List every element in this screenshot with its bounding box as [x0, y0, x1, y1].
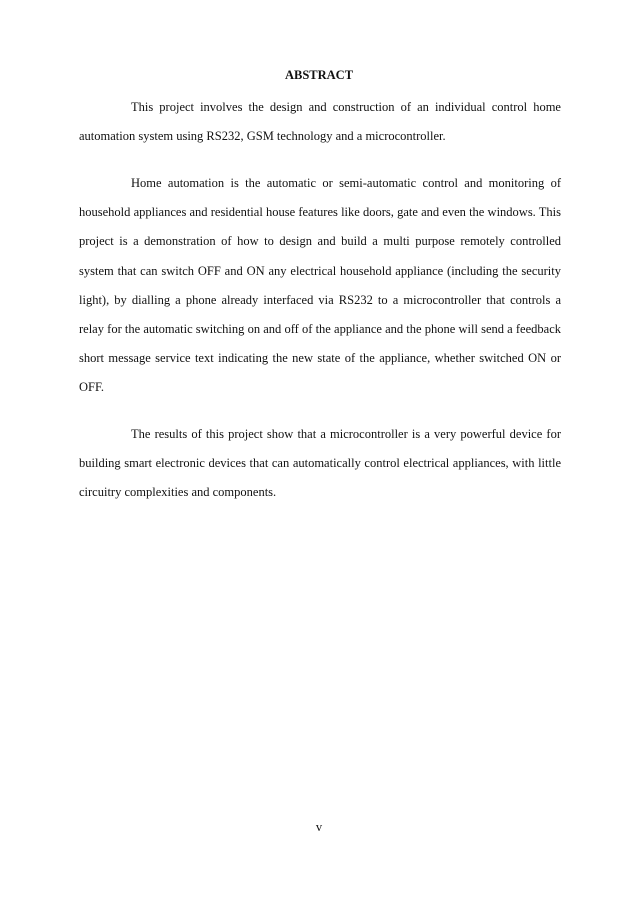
- abstract-paragraph-2: Home automation is the automatic or semi-automatic control and monitoring of household appliances and residential house features like doors, gate and even the windows. This project is a demonstration of how to design and build a multi purpose remotely controlled system that can switch OFF and ON any electrical household appliance (including the security light), by dialling a phone already interfaced via RS232 to a microcontroller that controls a relay for the automatic switching on and off of the appliance and the phone will send a feedback short message service text indicating the new state of the appliance, whether switched ON or OFF.: [79, 176, 561, 395]
- abstract-paragraph-3: The results of this project show that a microcontroller is a very powerful device for building smart electronic devices that can automatically control electrical appliances, with little circuitry complexities and components.: [79, 427, 561, 500]
- abstract-paragraph-1: This project involves the design and construction of an individual control home automation system using RS232, GSM technology and a microcontroller.: [79, 100, 561, 144]
- page-number: v: [315, 820, 323, 834]
- abstract-heading: ABSTRACT: [284, 68, 354, 82]
